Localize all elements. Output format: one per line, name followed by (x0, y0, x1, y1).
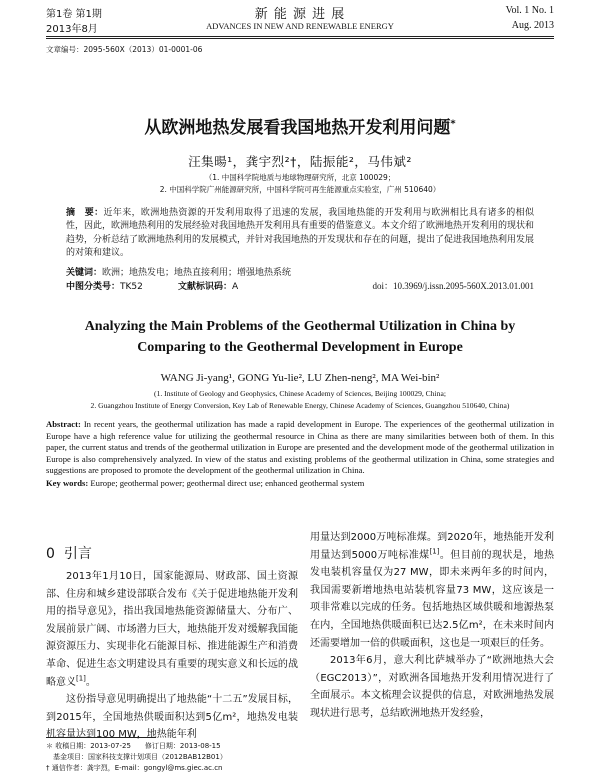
document-code-label: 文献标识码： (178, 282, 233, 292)
journal-volume-en: Vol. 1 No. 1 (505, 5, 554, 16)
chinese-affiliation-1: （1. 中国科学院地质与地球物理研究所，北京 100029； (204, 173, 396, 182)
citation-ref: [1] (429, 547, 440, 556)
intro-paragraph-1-end: 。 (85, 676, 96, 688)
journal-title-en: ADVANCES IN NEW AND RENEWABLE ENERGY (206, 21, 394, 31)
article-code: 文章编号：2095-560X（2013）01-0001-06 (46, 45, 203, 54)
chinese-keywords-text: 欧洲；地热发电；地热直接利用；增强地热系统 (102, 268, 292, 278)
english-title (0, 316, 600, 358)
journal-date-en: Aug. 2013 (511, 20, 554, 31)
clc-label: 中图分类号： (66, 282, 121, 292)
document-code-value: A (232, 282, 239, 292)
section-number: 0 (46, 546, 55, 562)
english-authors: WANG Ji-yang¹, GONG Yu-lie², LU Zhen-neng², MA Wei-bin² (160, 372, 440, 384)
footnote-rule (46, 737, 156, 738)
citation-ref: [1] (76, 674, 86, 683)
chinese-keywords (66, 265, 291, 278)
document-code (178, 279, 238, 292)
journal-date: 2013年8月 (46, 24, 98, 35)
english-keywords-text: Europe; geothermal power; geothermal direct use; enhanced geothermal system (88, 477, 365, 488)
chinese-affiliation-2: 2. 中国科学院广州能源研究所，中国科学院可再生能源重点实验室，广州 510640） (159, 185, 441, 194)
right-paragraph-1b: 。但目前的现状是，地热发电装机容量仅为27 MW，即未来两年多的时间内，我国需要新增地热电站装机容量73 MW，这应该是一项非常难以完成的任务。包括地热区域供暖和地源热泵在内，全国地热供暖面积已达2.5亿m²，在未来时间内还需要增加一倍的供暖面积，这也是一项艰巨的任务。 (310, 549, 555, 649)
right-paragraph-2: 2013年6月，意大利比萨城举办了“欧洲地热大会（EGC2013）”，对欧洲各国地热开发利用情况进行了全面展示。本文梳理会议提供的信息，对欧洲地热发展现状进行思考，总结欧洲地热开发经验， (310, 655, 554, 719)
footnotes (46, 741, 227, 774)
chinese-abstract-text: 近年来，欧洲地热资源的开发利用取得了迅速的发展，我国地热能的开发利用与欧洲相比具有诸多的相似性，因此，欧洲地热利用的发展经验对我国地热开发利用具有重要的借鉴意义。本文介绍了欧洲地热开发利用的现状和趋势，分析总结了欧洲地热利用的发展模式，并针对我国地热的开发现状和存在的问题，提出了促进我国地热利用发展的对策和建议。 (66, 208, 535, 259)
clc-number (66, 279, 143, 292)
doi: doi：10.3969/j.issn.2095-560X.2013.01.001 (372, 281, 534, 291)
chinese-abstract-label: 摘 要： (66, 208, 104, 218)
chinese-authors: 汪集暘¹，龚宇烈²†，陆振能²，马伟斌² (188, 154, 412, 169)
chinese-title (0, 113, 600, 138)
chinese-abstract (66, 207, 534, 261)
english-abstract (46, 419, 554, 490)
english-title-line-2: Comparing to the Geothermal Development in Europe (137, 340, 463, 355)
right-paragraph-1a: 用量达到2000万吨标准煤。到2020年，地热能开发利用量达到5000万吨标准煤 (310, 532, 554, 561)
right-column-text (310, 529, 554, 723)
english-abstract-text: In recent years, the geothermal utilization has made a rapid development in Europe. The experiences of the geothermal utilization in Europe have a high reference value for utilizing the geothermal resource in China as there are many similarities between both of them. In this paper, the current status and trends of the geothermal utilization in Europe are presented and the development mode of the geothermal utilization in Europe is also comprehensively analyzed. In view of the status and existing problems of the geothermal utilization in China, some strategies and suggestions are proposed to promote the development of the geothermal utilization in China. (46, 419, 554, 476)
journal-volume-issue: 第1卷 第1期 (46, 9, 102, 20)
chinese-keywords-label: 关键词： (66, 268, 103, 278)
section-title: 引言 (63, 546, 92, 562)
intro-paragraph-2: 这份指导意见明确提出了地热能“十二五”发展目标，到2015年，全国地热供暖面积达到5亿m²，地热发电装机容量达到100 MW，地热能年利 (46, 694, 298, 741)
footnote-fund: 基金项目：国家科技支撑计划项目（2012BAB12B01） (46, 753, 227, 761)
english-affiliation-1: (1. Institute of Geology and Geophysics, Chinese Academy of Sciences, Beijing 100029, China; (154, 389, 446, 398)
left-column-text (46, 568, 298, 744)
header-rule (46, 36, 554, 37)
section-heading-introduction (46, 543, 92, 563)
clc-value: TK52 (120, 282, 143, 292)
english-abstract-label: Abstract: (46, 419, 81, 429)
footnote-dates: ＊ 收稿日期：2013-07-25 修订日期：2013-08-15 (46, 742, 221, 750)
intro-paragraph-1: 2013年1月10日，国家能源局、财政部、国土资源部、住房和城乡建设部联合发布《关于促进地热能开发利用的指导意见》，指出我国地热能资源储量大、分布广、发展前景广阔、市场潜力巨大，地热能开发对缓解我国能源资源压力、实现非化石能源目标、推进能源生产和消费革命、促进生态文明建设具有重要的现实意义和长远的战略意义 (46, 571, 298, 688)
english-affiliation-2: 2. Guangzhou Institute of Energy Conversion, Key Lab of Renewable Energy, Chinese Academy of Sciences, Guangzhou 510640, China) (90, 401, 510, 410)
title-footnote-mark: * (450, 118, 456, 130)
journal-title-cn: 新 能 源 进 展 (254, 7, 346, 22)
chinese-title-text: 从欧洲地热发展看我国地热开发利用问题 (144, 118, 451, 138)
english-keywords-label: Key words: (46, 477, 89, 488)
english-title-line-1: Analyzing the Main Problems of the Geothermal Utilization in China by (84, 319, 516, 334)
header-rule-thin (46, 38, 554, 39)
footnote-corresponding-author: † 通信作者：龚宇烈，E-mail：gongyl@ms.giec.ac.cn (46, 764, 223, 772)
